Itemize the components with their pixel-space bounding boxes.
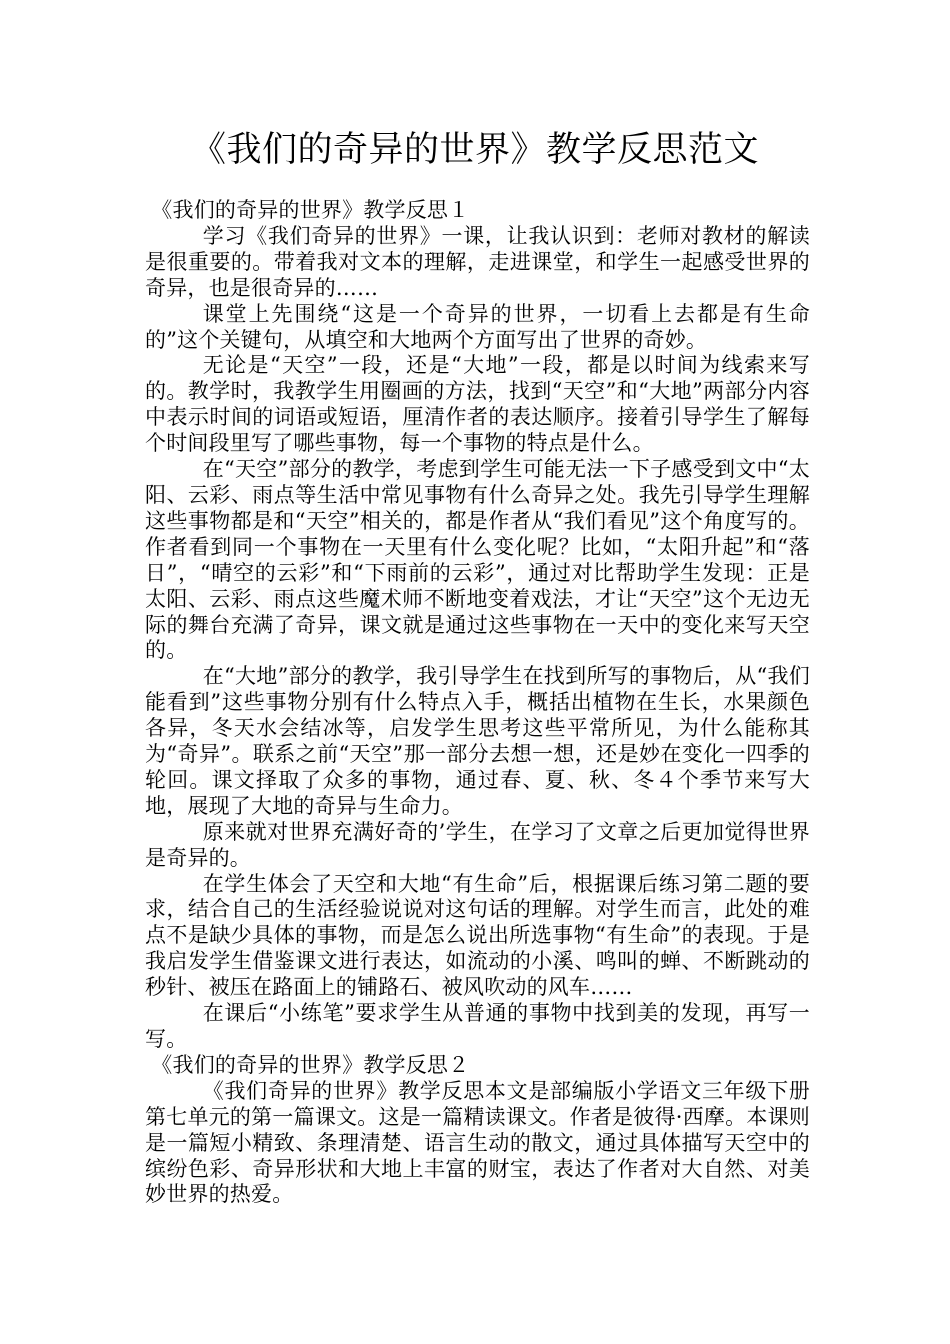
paragraph: 在“天空”部分的教学，考虑到学生可能无法一下子感受到文中“太阳、云彩、雨点等生活中常见事物有什么奇异之处。我先引导学生理解这些事物都是和“天空”相关的，都是作者从“我们看见”这个角度写的。作者看到同一个事物在一天里有什么变化呢？比如，“太阳升起”和“落日”，“晴空的云彩”和“下雨前的云彩”，通过对比帮助学生发现：正是太阳、云彩、雨点这些魔术师不断地变着戏法，才让“天空”这个无边无际的舞台充满了奇异，课文就是通过这些事物在一天中的变化来写天空的。	[145, 457, 810, 663]
paragraph: 在课后“小练笔”要求学生从普通的事物中找到美的发现，再写一写。	[145, 1001, 810, 1051]
paragraph: 课堂上先围绕“这是一个奇异的世界，一切看上去都是有生命的”这个关键句，从填空和大地两个方面写出了世界的奇妙。	[145, 301, 810, 352]
paragraph: 原来就对世界充满好奇的’学生，在学习了文章之后更加觉得世界是奇异的。	[145, 819, 810, 870]
paragraph: 在学生体会了天空和大地“有生命”后，根据课后练习第二题的要求，结合自己的生活经验说说对这句话的理解。对学生而言，此处的难点不是缺少具体的事物，而是怎么说出所选事物“有生命”的表现。于是我启发学生借鉴课文进行表达，如流动的小溪、鸣叫的蝉、不断跳动的秒针、被压在路面上的铺路石、被风吹动的风车……	[145, 871, 810, 1000]
document-body	[145, 198, 810, 1208]
paragraph: 学习《我们奇异的世界》一课，让我认识到：老师对教材的解读是很重要的。带着我对文本的理解，走进课堂，和学生一起感受世界的奇异，也是很奇异的……	[145, 223, 810, 300]
section-heading-2: 《我们的奇异的世界》教学反思２	[151, 1052, 470, 1077]
paragraph: 无论是“天空”一段，还是“大地”一段，都是以时间为线索来写的。教学时，我教学生用圈画的方法，找到“天空”和“大地”两部分内容中表示时间的词语或短语，厘清作者的表达顺序。接着引导学生了解每个时间段里写了哪些事物，每一个事物的特点是什么。	[145, 353, 810, 456]
paragraph: 在“大地”部分的教学，我引导学生在找到所写的事物后，从“我们能看到”这些事物分别有什么特点入手，概括出植物在生长，水果颜色各异，冬天水会结冰等，启发学生思考这些平常所见，为什么能称其为“奇异”。联系之前“天空”那一部分去想一想，还是妙在变化一四季的轮回。课文择取了众多的事物，通过春、夏、秋、冬４个季节来写大地，展现了大地的奇异与生命力。	[145, 664, 810, 818]
document-title: 《我们的奇异的世界》教学反思范文	[190, 130, 759, 170]
paragraph: 《我们奇异的世界》教学反思本文是部编版小学语文三年级下册第七单元的第一篇课文。这是一篇精读课文。作者是彼得·西摩。本课则是一篇短小精致、条理清楚、语言生动的散文，通过具体描写天空中的缤纷色彩、奇异形状和大地上丰富的财宝，表达了作者对大自然、对美妙世界的热爱。	[145, 1078, 810, 1207]
section-heading-1: 《我们的奇异的世界》教学反思１	[151, 198, 470, 222]
